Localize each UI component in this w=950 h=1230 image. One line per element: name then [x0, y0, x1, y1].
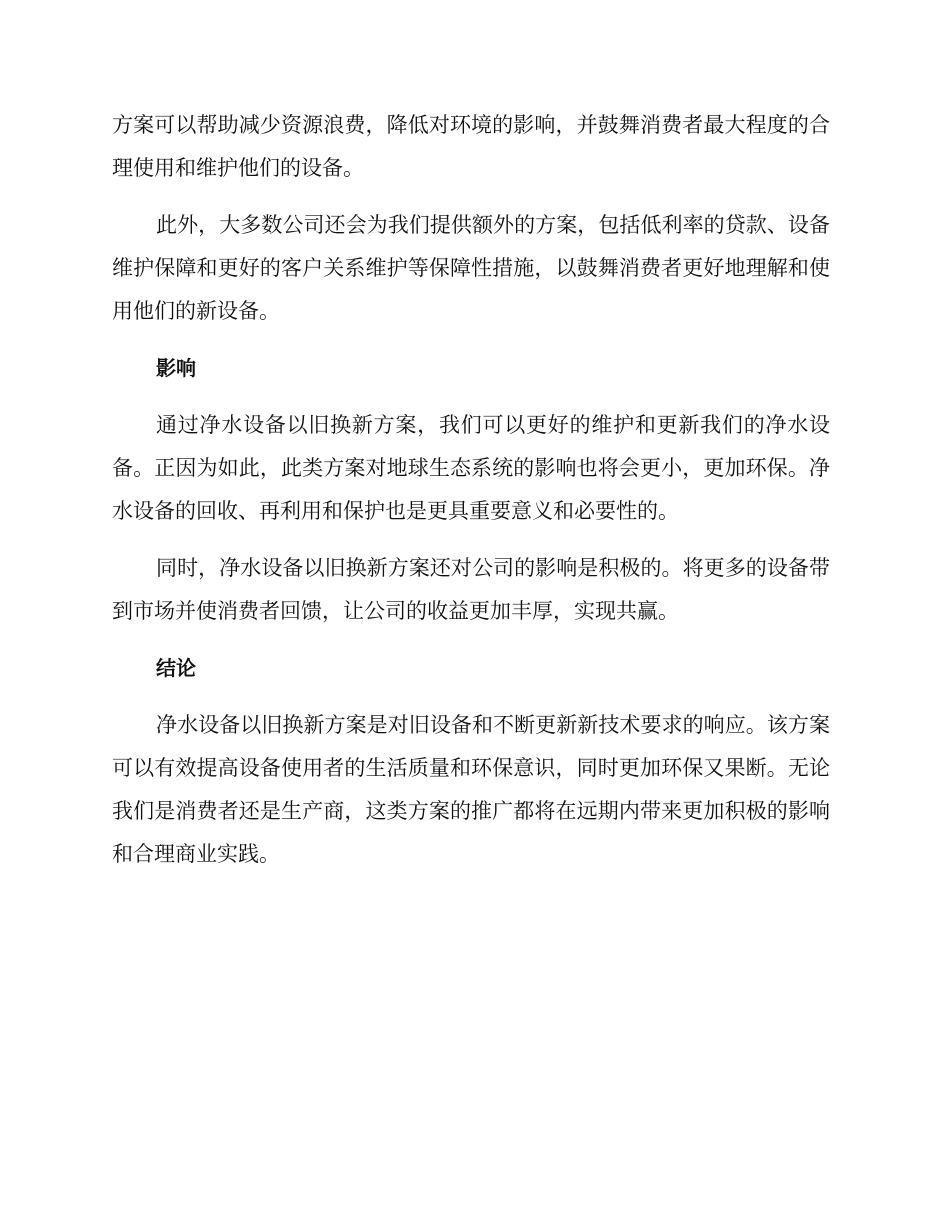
section-heading-conclusion: 结论 — [156, 656, 196, 680]
paragraph-additional-offers: 此外，大多数公司还会为我们提供额外的方案，包括低利率的贷款、设备维护保障和更好的客户关系维护等保障性措施，以鼓舞消费者更好地理解和使用他们的新设备。 — [112, 213, 830, 323]
paragraph-impact-company: 同时，净水设备以旧换新方案还对公司的影响是积极的。将更多的设备带到市场并使消费者回馈，让公司的收益更加丰厚，实现共赢。 — [112, 556, 830, 623]
paragraph-continuation: 方案可以帮助减少资源浪费，降低对环境的影响，并鼓舞消费者最大程度的合理使用和维护他们的设备。 — [112, 113, 830, 180]
paragraph-impact-environment: 通过净水设备以旧换新方案，我们可以更好的维护和更新我们的净水设备。正因为如此，此类方案对地球生态系统的影响也将会更小，更加环保。净水设备的回收、再利用和保护也是更具重要意义和必要性的。 — [112, 413, 830, 523]
paragraph-conclusion: 净水设备以旧换新方案是对旧设备和不断更新新技术要求的响应。该方案可以有效提高设备使用者的生活质量和环保意识，同时更加环保又果断。无论我们是消费者还是生产商，这类方案的推广都将在远期内带来更加积极的影响和合理商业实践。 — [112, 713, 830, 866]
section-heading-impact: 影响 — [156, 356, 196, 380]
document-body — [112, 104, 830, 890]
